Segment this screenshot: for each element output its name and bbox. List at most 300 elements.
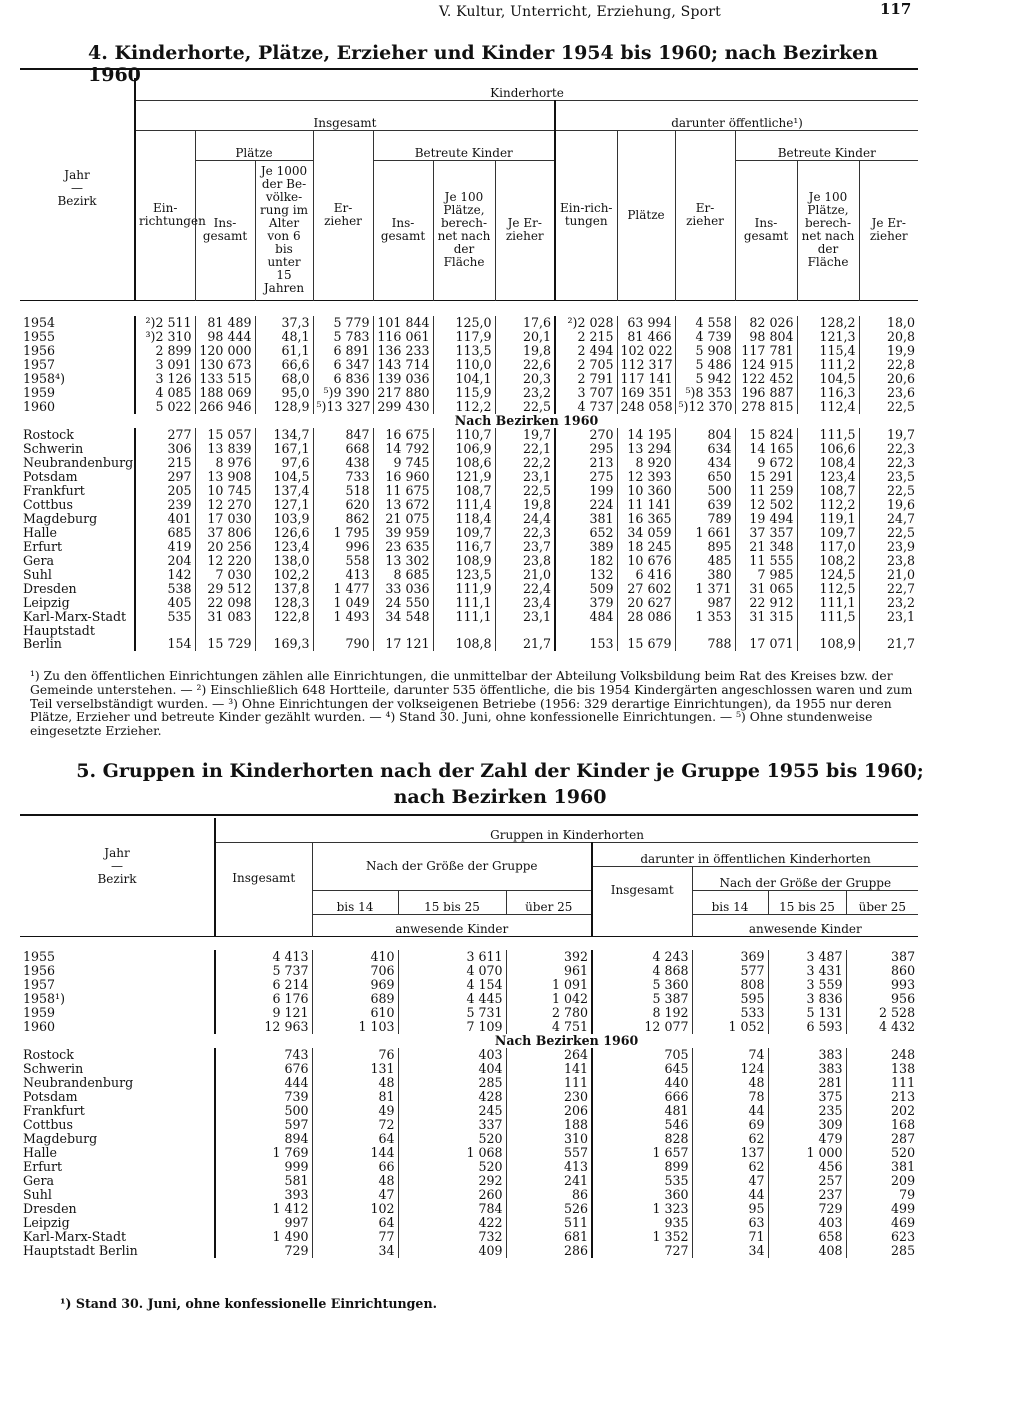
table-cell: 121,9 [433,470,495,484]
table-cell: 44 [692,1188,768,1202]
table-cell: 33 036 [373,582,433,596]
table-cell: 18 245 [617,540,675,554]
table-cell: 77 [312,1230,398,1244]
table-cell: 956 [846,992,918,1006]
table-cell: 22 912 [735,596,797,610]
table-cell: 22 098 [195,596,255,610]
table-cell: 6 416 [617,568,675,582]
table-cell: 111,4 [433,498,495,512]
table-cell: 428 [398,1090,506,1104]
col-pub-kinder-je100: Je 100 Plätze, berech-net nach der Fläche [797,160,859,300]
table-cell: 199 [555,484,617,498]
table4-districts-body [20,428,918,624]
table-cell: 110,7 [433,428,495,442]
table-row [20,1062,918,1076]
table-cell: 22,1 [495,442,555,456]
table-cell: 117,0 [797,540,859,554]
table-cell: 403 [768,1216,846,1230]
row-label: 1958⁴) [23,371,66,387]
table-cell: 383 [768,1062,846,1076]
table4-header-betreute-public: Betreute Kinder [735,130,918,160]
table-cell: 369 [692,950,768,964]
row-label: 1959 [23,385,56,401]
table-cell: 623 [846,1230,918,1244]
table-cell: 6 214 [215,978,312,992]
table-cell: 20,3 [495,372,555,386]
table-cell: 8 192 [592,1006,692,1020]
table-cell: 169,3 [255,637,313,651]
table-cell: 168 [846,1118,918,1132]
table-cell: 1 493 [313,610,373,624]
table-cell: 264 [506,1048,592,1062]
table-cell: 6 176 [215,992,312,1006]
table-cell: 23,6 [859,386,918,400]
table-cell: 71 [692,1230,768,1244]
table-cell: 196 887 [735,386,797,400]
table-cell: 511 [506,1216,592,1230]
row-label: Magdeburg [23,1131,98,1146]
table4-title: 4. Kinderhorte, Plätze, Erzieher und Kinder 1954 bis 1960; nach Bezirken 1960 [88,42,879,86]
table-cell: 310 [506,1132,592,1146]
table-cell: 111,1 [433,596,495,610]
table-cell: 202 [846,1104,918,1118]
table-cell: 650 [675,470,735,484]
table-cell: 78 [692,1090,768,1104]
table-cell: 188 069 [195,386,255,400]
row-label: Neubrandenburg [23,455,134,470]
table-cell: 3 487 [768,950,846,964]
table-cell: 108,4 [797,456,859,470]
table-cell: 20 256 [195,540,255,554]
table-cell: 24,7 [859,512,918,526]
table-cell: 404 [398,1062,506,1076]
table-cell: 3 836 [768,992,846,1006]
table-cell: 5 779 [313,316,373,330]
table-cell: 11 675 [373,484,433,498]
table-cell: 5 387 [592,992,692,1006]
table-row [20,596,918,610]
table-cell: 6 891 [313,344,373,358]
table-cell: 62 [692,1160,768,1174]
t5-header-public: darunter in öffentlichen Kinderhorten [592,842,918,866]
table-cell: 22,5 [859,400,918,414]
table-cell: 28 086 [617,610,675,624]
table-cell: 188 [506,1118,592,1132]
t5-header-groesse-public: Nach der Größe der Gruppe [692,866,918,890]
row-label: 1955 [23,329,56,345]
table-cell: 444 [215,1076,312,1090]
table-cell: 381 [555,512,617,526]
table-cell: 7 030 [195,568,255,582]
table-cell: 1 323 [592,1202,692,1216]
table-cell: 122 452 [735,372,797,386]
table-cell: 131 [312,1062,398,1076]
table-cell: 285 [846,1244,918,1258]
table-cell: 788 [675,637,735,651]
table-cell: 13 294 [617,442,675,456]
row-label: 1958¹) [23,991,66,1007]
table-cell: 14 195 [617,428,675,442]
table-cell: 987 [675,596,735,610]
table-cell: 215 [135,456,195,470]
table-cell: 125,0 [433,316,495,330]
table-cell: 727 [592,1244,692,1258]
table-cell: 21,0 [495,568,555,582]
table-cell: 39 959 [373,526,433,540]
table5-header-gruppen: Gruppen in Kinderhorten [215,818,918,842]
table-cell: 79 [846,1188,918,1202]
table-cell: 117 781 [735,344,797,358]
table-cell: 112,5 [797,582,859,596]
table-cell: 440 [592,1076,692,1090]
table-cell: 117 141 [617,372,675,386]
table-cell: 23,1 [495,610,555,624]
table-cell: 108,9 [797,637,859,651]
row-label: Magdeburg [23,511,98,526]
table-cell: 1 068 [398,1146,506,1160]
table-cell: 4 445 [398,992,506,1006]
table-row [20,950,918,964]
table4-header-plaetze: Plätze [195,130,313,160]
table-cell: 8 920 [617,456,675,470]
table4-header-insgesamt: Insgesamt [135,100,555,130]
table-cell: 167,1 [255,442,313,456]
table-cell: 652 [555,526,617,540]
table-cell: 16 675 [373,428,433,442]
t5-col-pub-bis14: bis 14 [692,890,768,914]
row-label: Gera [23,1173,55,1188]
table-cell: 47 [312,1188,398,1202]
table-row [20,1020,918,1034]
col-pub-kinder-je-erzieher: Je Er-zieher [859,160,918,300]
table-cell: 469 [846,1216,918,1230]
row-label: 1960 [23,1019,56,1035]
table-cell: 1 352 [592,1230,692,1244]
table-cell: 34 548 [373,610,433,624]
table-cell: 1 371 [675,582,735,596]
table-cell: 1 657 [592,1146,692,1160]
table-cell: 413 [313,568,373,582]
table-cell: 5 486 [675,358,735,372]
table-cell: 4 868 [592,964,692,978]
table-cell: 16 365 [617,512,675,526]
table-cell: 520 [398,1132,506,1146]
table-cell: 34 059 [617,526,675,540]
col-kinder-je-erzieher: Je Er-zieher [495,160,555,300]
table-cell: 217 880 [373,386,433,400]
table-cell: 109,7 [433,526,495,540]
table-cell: 23,1 [859,610,918,624]
t5-col-15-25: 15 bis 25 [398,890,506,914]
table-cell: 518 [313,484,373,498]
table-cell: 101 844 [373,316,433,330]
table-cell: 413 [506,1160,592,1174]
row-label: Dresden [23,581,77,596]
table-cell: 961 [506,964,592,978]
table-row [20,358,918,372]
table-cell: 9 121 [215,1006,312,1020]
table-cell: 681 [506,1230,592,1244]
table-row [20,386,918,400]
table-row [20,1006,918,1020]
table-cell: 533 [692,1006,768,1020]
table-cell: 520 [846,1146,918,1160]
table-cell: 535 [135,610,195,624]
table4-top-rule [20,68,918,70]
table-cell: 44 [692,1104,768,1118]
running-head: V. Kultur, Unterricht, Erziehung, Sport [439,4,721,20]
table-cell: 403 [398,1048,506,1062]
table-cell: 4 085 [135,386,195,400]
table-cell: 2 215 [555,330,617,344]
table-cell: 111 [846,1076,918,1090]
row-label: 1954 [23,315,56,331]
row-label: Schwerin [23,1061,84,1076]
table-row [20,582,918,596]
table-cell: 20,6 [859,372,918,386]
table-cell: 438 [313,456,373,470]
row-label: Halle [23,525,57,540]
row-label: Karl-Marx-Stadt [23,1229,127,1244]
table5-districts-body [20,1048,918,1258]
table-cell: 136 233 [373,344,433,358]
table-cell: 15 729 [195,637,255,651]
table-row [20,400,918,414]
table-cell: 5 783 [313,330,373,344]
row-label: Dresden [23,1201,77,1216]
table-cell: 106,9 [433,442,495,456]
table4-header-betreute: Betreute Kinder [373,130,555,160]
table-cell: 144 [312,1146,398,1160]
table-cell: 34 [312,1244,398,1258]
table-cell: 22,5 [495,400,555,414]
table-cell: 133 515 [195,372,255,386]
table-cell: 248 [846,1048,918,1062]
t5-col-insgesamt: Insgesamt [215,842,312,914]
table-cell: 23,1 [495,470,555,484]
table-cell: 499 [846,1202,918,1216]
table-cell: 19,9 [859,344,918,358]
table-cell: 558 [313,554,373,568]
table-row: Hauptstadt [20,624,918,638]
table-row [20,456,918,470]
table-cell: 115,4 [797,344,859,358]
table-cell: 19,7 [495,428,555,442]
table-cell: 20,1 [495,330,555,344]
table-cell: 1 052 [692,1020,768,1034]
row-label: Leipzig [23,595,70,610]
row-label: Hauptstadt Berlin [23,1243,138,1258]
table-cell: 95 [692,1202,768,1216]
table-cell: 112,2 [797,498,859,512]
table-cell: 393 [215,1188,312,1202]
table-cell: 48,1 [255,330,313,344]
table-cell: 110,0 [433,358,495,372]
table-cell: 141 [506,1062,592,1076]
table-cell: 23,5 [859,470,918,484]
table-cell: 104,5 [255,470,313,484]
table-cell: 1 795 [313,526,373,540]
table-row [20,1174,918,1188]
table-cell: 266 946 [195,400,255,414]
table-row [20,1076,918,1090]
table-cell: 500 [675,484,735,498]
row-label: 1959 [23,1005,56,1021]
table-cell: 82 026 [735,316,797,330]
table-row [20,442,918,456]
table-cell: 22,4 [495,582,555,596]
table-cell: 48 [312,1174,398,1188]
table-cell: 306 [135,442,195,456]
table-cell: 895 [675,540,735,554]
table-cell: 22,5 [859,484,918,498]
table-cell: 789 [675,512,735,526]
table-cell: 205 [135,484,195,498]
page-number: 117 [880,0,912,18]
table-cell: 239 [135,498,195,512]
table-cell: 66 [312,1160,398,1174]
table-row [20,610,918,624]
row-label: Halle [23,1145,57,1160]
table4-header-public: darunter öffentliche¹) [555,100,918,130]
table4 [20,78,918,651]
table-cell: 137 [692,1146,768,1160]
row-label: Cottbus [23,1117,73,1132]
table-cell: 64 [312,1132,398,1146]
table5-top-rule [20,814,918,816]
table-cell: 124,5 [797,568,859,582]
table-cell: 993 [846,978,918,992]
row-label: 1957 [23,357,56,373]
table-cell: 102 022 [617,344,675,358]
row-label: Gera [23,553,55,568]
table-cell: 182 [555,554,617,568]
table-cell: 4 432 [846,1020,918,1034]
table-cell: 10 676 [617,554,675,568]
table-cell: 14 165 [735,442,797,456]
table-cell: 111 [506,1076,592,1090]
table-cell: 116,7 [433,540,495,554]
table-row [20,470,918,484]
table-cell: 22,6 [495,358,555,372]
table-cell: 76 [312,1048,398,1062]
row-label: 1960 [23,399,56,415]
table-cell: 213 [846,1090,918,1104]
table-cell: 12 270 [195,498,255,512]
t5-header-groesse: Nach der Größe der Gruppe [312,842,592,890]
table4-section-row: Nach Bezirken 1960 [454,413,599,428]
table-cell: 230 [506,1090,592,1104]
table-cell: 1 000 [768,1146,846,1160]
table-cell: 706 [312,964,398,978]
row-label: Frankfurt [23,1103,85,1118]
table-cell: 5 131 [768,1006,846,1020]
table-cell: 270 [555,428,617,442]
table-cell: 31 065 [735,582,797,596]
table-cell: 828 [592,1132,692,1146]
table-cell: 2 528 [846,1006,918,1020]
table-cell: ²)2 028 [555,316,617,330]
table-cell: 297 [135,470,195,484]
table-cell: 104,5 [797,372,859,386]
row-label: 1956 [23,963,56,979]
table-cell: 862 [313,512,373,526]
table-row [20,978,918,992]
table-cell: 29 512 [195,582,255,596]
table-row [20,964,918,978]
t5-anwesend-public: anwesende Kinder [692,914,918,936]
table-cell: 380 [675,568,735,582]
table-cell: 4 243 [592,950,692,964]
table-cell: 4 751 [506,1020,592,1034]
col-einrichtungen: Ein-richtungen [135,130,195,300]
table-cell: 3 126 [135,372,195,386]
table-cell: 224 [555,498,617,512]
table-cell: 108,2 [797,554,859,568]
row-label: 1955 [23,949,56,965]
table-cell: 3 611 [398,950,506,964]
table-cell: 4 154 [398,978,506,992]
table-cell: 47 [692,1174,768,1188]
table-cell: 4 070 [398,964,506,978]
table-cell: 1 490 [215,1230,312,1244]
table-cell: 169 351 [617,386,675,400]
table-cell: 360 [592,1188,692,1202]
table-cell: 106,6 [797,442,859,456]
table-cell: 22,8 [859,358,918,372]
table-cell: 743 [215,1048,312,1062]
table-row [20,1090,918,1104]
table-cell: 383 [768,1048,846,1062]
table-cell: 209 [846,1174,918,1188]
table-cell: 116 061 [373,330,433,344]
table-cell: 124 915 [735,358,797,372]
table-cell: 456 [768,1160,846,1174]
table-row [20,498,918,512]
table-cell: 997 [215,1216,312,1230]
table-row [20,526,918,540]
table-cell: 63 [692,1216,768,1230]
table-cell: 620 [313,498,373,512]
table-cell: 808 [692,978,768,992]
table-cell: 13 908 [195,470,255,484]
table-cell: 111,1 [797,596,859,610]
table-cell: 14 792 [373,442,433,456]
table-cell: 111,1 [433,610,495,624]
table-cell: 5 360 [592,978,692,992]
table-cell: 154 [135,637,195,651]
table-cell: 5 022 [135,400,195,414]
table-cell: 134,7 [255,428,313,442]
table-cell: 18,0 [859,316,918,330]
col-pub-erzieher: Er-zieher [675,130,735,300]
table-cell: 1 042 [506,992,592,1006]
table-cell: 2 705 [555,358,617,372]
table-cell: 102,2 [255,568,313,582]
table-cell: 381 [846,1160,918,1174]
table-cell: 22,3 [859,442,918,456]
table-cell: 23,4 [495,596,555,610]
table-cell: 138 [846,1062,918,1076]
table-cell: 597 [215,1118,312,1132]
table-cell: 17 071 [735,637,797,651]
table-cell: 138,0 [255,554,313,568]
table-cell: 292 [398,1174,506,1188]
table-cell: 23,7 [495,540,555,554]
table-cell: 102 [312,1202,398,1216]
table-cell: 112,4 [797,400,859,414]
table5 [20,818,918,1258]
